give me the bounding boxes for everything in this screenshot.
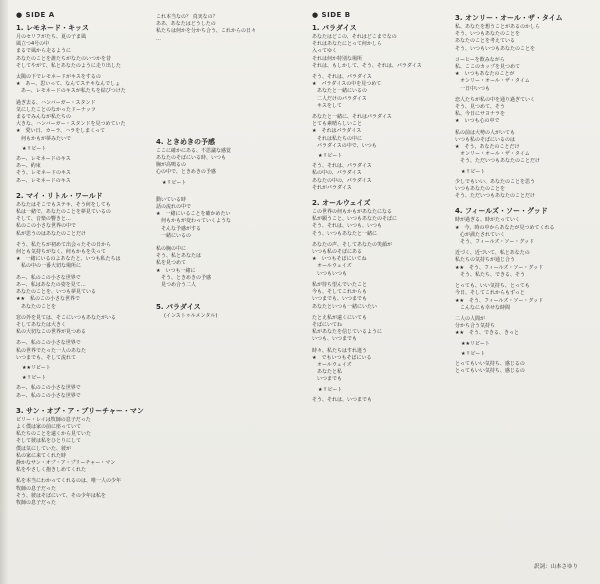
- lyric-verse: そう、それは、パラダイス 私の中の、パラダイス あなたの中の、パラダイス それがパラダイス: [312, 163, 372, 191]
- song-title-always: 2. オールウェイズ: [312, 199, 371, 208]
- lyric-verse: あなたの声、そしてあなたの笑顔が いつも私のそばにある ★ いつもそばにいてね オールウェイズ いつもいつも: [312, 241, 393, 277]
- column-1: [16, 10, 154, 507]
- lyric-verse: 恋人たちが私の中を通り過ぎていく そう、見つめて、そう 私、今日にサヨナラを ★ いつも心の中で: [455, 96, 536, 125]
- lyric-verse: 月のセリフがたち、夏の子ま風 風立つ4号の中 まるで風から走るように あなたのことを誰たちがなたのいつかを昔 そしてやがて、私とあなたのように走り出した: [16, 34, 121, 69]
- song-subtitle: (インストゥルメンタル): [164, 313, 218, 320]
- lyric-verse: ビリー・レイは牧師の息子だった よく僕は家の前に座っていて 私たちのことを遠くから見ていた そして彼は私をひとりにして 僕は気にしていた、彼が 私の家に来てくれた時 静かなサン・オブ・ア・プリーチャー・マン 私をやさしく抱きしめてくれた: [16, 416, 116, 474]
- lyric-verse: あー、私のこの小さな世界で 私の世界でたった一人のあなた いつまでも、そして流れて: [16, 340, 87, 361]
- lyric-verse: とってもいい気持ち、感じるの とってもいい気持ち、感じるの: [455, 360, 525, 375]
- lyric-verse: とっても、いい気持ち、とっても 今日、そしてこれからもずっと ★★ そう、フィールズ・ソー・グッド こんなにも幸せな時間: [455, 283, 544, 311]
- lyric-verse: そう、それは、いつまでも: [312, 396, 373, 403]
- lyric-verse: この世界の何もかもがあなたになる 私が願うこと、いつもあなたのそばに そう、それは、いつも、いつも そう、いつもあなたと一緒に: [312, 209, 398, 237]
- repeat-marker: ★リピート: [461, 168, 486, 175]
- song-title-son-of-a-preacher-man: 3. サン・オブ・ア・プリーチャー・マン: [16, 406, 144, 415]
- song-title-lemonade-kiss: 1. レモネード・キッス: [16, 24, 89, 32]
- lyric-verse: コーヒーを飲みながら 私、ここのカップを見つめて ★ いつもあなたのことが オンリー・オール・ザ・タイム 一日中いつも: [455, 56, 530, 92]
- lyric-verse: たとえ私が遠くにいても そばにいてね 私があなたを信じているように いつも、いつまでも: [312, 314, 383, 343]
- lyric-verse: あー、レモネードのキス あー、約束 そう、レモネードのキス あー、レモネードのキス: [16, 156, 71, 184]
- lyric-verse: 近づく、近づいて、私とあなたの 私たちの気持ちが通じ合う ★★ そう、フィールズ・ソー・グッド そう、私たち、できる、そう: [455, 250, 544, 278]
- lyric-verse: 過ぎ去る、ハンバーガー・スタンド 気にしたことのなかったドーナッツ まるでみんなが私たちの 大きな、ハンバーガー・スタンドを見つめていた ★ 愛い日、カーラ、ハラをしまくって 何もかもが夢みたいで: [16, 99, 126, 142]
- lyric-verse: 私が待ち望んでいたこと 今も、そしてこれからも いつまでも、いつまでも あなたといつも一緒にいたい: [312, 281, 378, 310]
- lyric-verse: 私の胸の中に そう、私とあなたは 私を見つめて ★ いつも一緒に そう、ときめきの予感 見つめ合う二人: [156, 246, 212, 289]
- lyric-verse: ここに確かにある、不思議な感覚 あなたのそばにいる時、いつも 胸が高鳴るの 心の中で、ときめきの予感: [156, 147, 232, 176]
- lyric-verse: そう、私たちが初めて出会ったその日から 何とも気持ちがなく、何もかもを失って ★ 一緒にいるのよあなたと、いつも私たちは 私の中の一番大切な場所に: [16, 241, 121, 270]
- repeat-marker: ★リピート: [318, 386, 343, 393]
- repeat-marker: ★★リピート: [461, 340, 490, 347]
- song-title-paradise: 1. パラダイス: [312, 24, 357, 32]
- song-title-only-all-the-time: 3. オンリー・オール・ザ・タイム: [455, 14, 563, 22]
- repeat-marker: ★リピート: [318, 153, 343, 160]
- repeat-marker: ★リピート: [22, 145, 47, 152]
- lyric-verse: 私を本当にわかってくれるのは、唯一人の少年 牧師の息子だった そう、彼はそばにいて、その少年は私を 牧師の息子だった: [16, 478, 122, 506]
- song-title-feels-so-good: 4. フィールズ・ソー・グッド: [455, 207, 548, 216]
- lyric-verse: あなたと一緒に、それはパラダイス とても素晴らしいこと ★ それはパラダイス それは私たちの中に パラダイスの中で、いつも: [312, 114, 392, 149]
- repeat-marker: ★リピート: [162, 179, 187, 186]
- column-3: [312, 10, 450, 404]
- song-title-tokimeki-no-yokan: 4. ときめきの予感: [156, 137, 215, 146]
- side-a-heading: ● SIDE A: [16, 11, 55, 19]
- lyric-verse: 私の前は大勢の人がいても いつも私のそばにいるのは ★ そう、あなたのことだけ オンリー・オール・ザ・タイム そう、ただいつもあなたのことだけ: [455, 129, 541, 165]
- lyric-verse: あなたはそこでもステキ、そう何をしても 私は一緒で、あなたのことを夢見ているの そして、音楽の響きと… 私のこの小さな世界の中で 私が思うのはあなたのことだけ: [16, 201, 111, 237]
- lyric-verse: これ本当なの？ 真実なの？ ああ、あなたはどうしたの 私たちは何かを分かち合う、これからの日々 …: [156, 14, 257, 42]
- lyric-verse: 少しでもいい、あなたのことを思う いつもあなたのことを そう、ただいつもあなたのことだけ: [455, 178, 536, 200]
- song-title-my-little-world: 2. マイ・リトル・ワールド: [16, 191, 103, 200]
- side-b-heading: ● SIDE B: [312, 11, 351, 19]
- lyric-verse: 二人の人間が 分かち合う気持ち ★★ そう、できる、きっと: [455, 315, 519, 337]
- lyric-verse: あー、私のこの小さな世界で あー、私のこの小さな世界で: [16, 385, 81, 399]
- lyric-verse: あー、私のこの小さな世界で あー、私はあなたの姿を見て… あなたのことを、いつも夢見ている ★★ 私のこの小さな世界で あなたのことを: [16, 274, 97, 310]
- column-2: [156, 14, 294, 320]
- translation-credit: 訳詞：山本さゆり: [533, 564, 578, 570]
- song-title-paradise-instrumental: 5. パラダイス: [156, 303, 201, 312]
- lyric-verse: 動いている時 話の流れの中で ★ 一緒にいることを確かめたい 何もかもが変わっていくような そんな予感がする 一緒にいるの: [156, 196, 231, 239]
- repeat-marker: ★★リピート: [22, 364, 51, 371]
- lyric-verse: 窓の外を見ては、そこにいつもあなたがいる そしてあなたは大きく 私の大切なこの世界が見つめる: [16, 314, 117, 336]
- lyric-verse: 私、あなたを想うことがあるのかしら そう、いつもあなたのことを あなたのことを考えている そう、いつもいつもあなたのことを: [455, 24, 541, 52]
- repeat-marker: ★リピート: [22, 375, 47, 382]
- lyric-verse: 太陽の下でレモネードがキスをするの ★ あー、思いって、なんてステキなんでしょ あー、レモネードのキスが私たちを結びつけた: [16, 74, 126, 95]
- page-binding-edge: [0, 0, 8, 584]
- lyric-verse: 時々、私たちはすれ違う ★ でもいつもそばにいる オールウェイズ あなたと私 いつまでも: [312, 347, 372, 383]
- lyric-verse: そう、それは、パラダイス ★ パラダイスの中を見つめて あなたと一緒にいるの 二人だけのパラダイス キスをして: [312, 74, 382, 109]
- repeat-marker: ★リピート: [461, 350, 486, 357]
- lyric-verse: 時が過ぎる、時がたっていく ★ 今、時の中からあなたが見つめてくれる 心が満たされていく そう、フィールズ・ソー・グッド: [455, 217, 555, 246]
- column-4: [455, 10, 593, 375]
- lyric-verse: あなたはどこの、それはどこまでなの それはあなたにとって何かしら 入ってゆく それは何か特別な場所 それは、もしかして、そう、それは、パラダイス: [312, 34, 422, 69]
